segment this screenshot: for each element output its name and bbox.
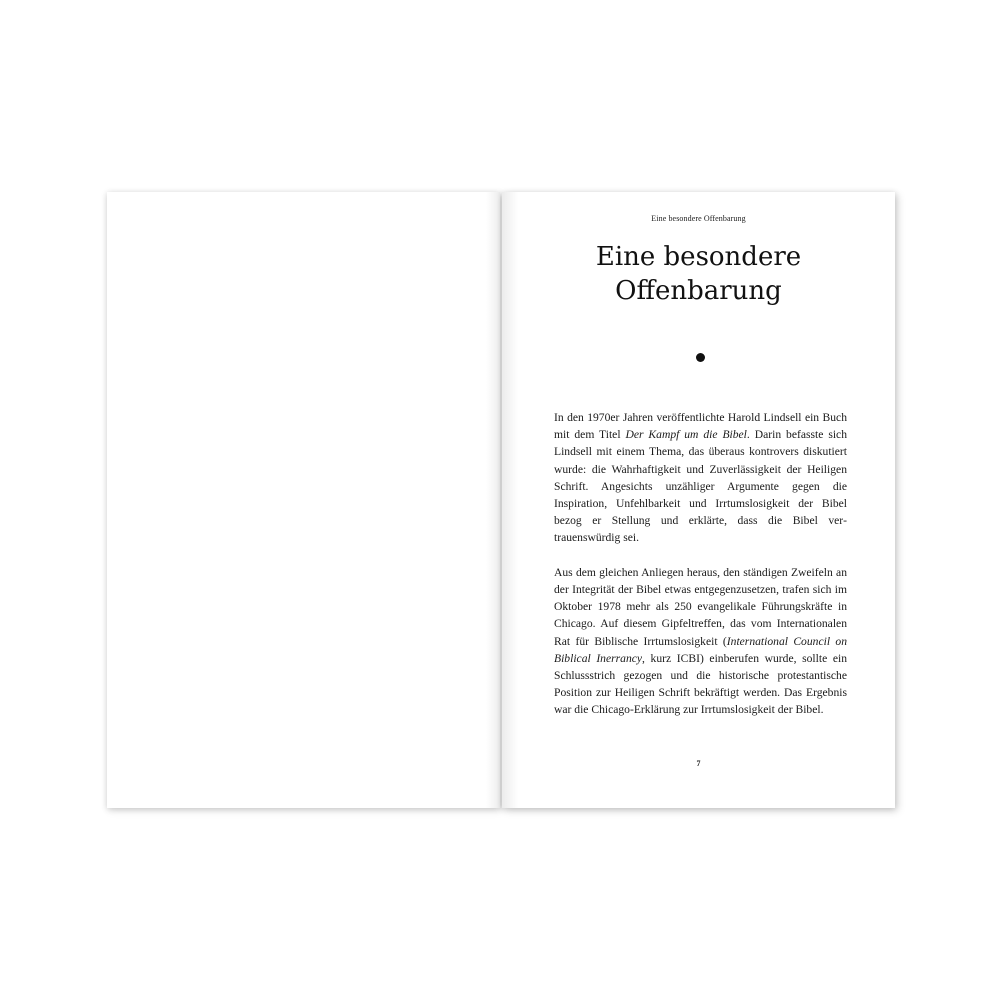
paragraph-1-text-b: . Darin befasste sich Lindsell mit einem Thema, das überaus kontrovers diskutiert wurde: die Wahrhaftigkeit und Zuverlässigkeit der Heiligen Schrift. Angesichts unzähliger Argumente gegen die Inspiration, Unfehlbarkeit und Irrtumslosigkeit der Bibel bezog er Stellung und erklärte, dass die Bibel vertrauenswürdig sei. <box>554 428 847 545</box>
left-page-blank <box>107 192 500 808</box>
paragraph-1-text-a: In den 1970er Jahren veröffentlichte Harold Lindsell ein Buch mit dem Titel <box>554 411 847 442</box>
right-page <box>502 192 895 808</box>
body-text <box>554 409 847 719</box>
paragraph-2-text-a: Aus dem gleichen Anliegen heraus, den ständigen Zweifeln an der Integrität der Bibel etwas entgegenzusetzen, trafen sich im Oktober 1978 mehr als 250 evangelikale Führungskräfte in Chicago. Auf diesem Gipfeltreffen, das vom Internationalen Rat für Biblische Irrtumslosigkeit ( <box>554 565 847 648</box>
chapter-title-line-1: Eine besondere <box>595 242 802 272</box>
bullet-dot-icon <box>696 353 705 362</box>
gutter-shadow <box>486 192 500 808</box>
paragraph-1 <box>554 409 847 547</box>
running-head: Eine besondere Offenbarung <box>651 214 746 223</box>
council-name: International Council on Biblical Inerrancy <box>554 634 847 665</box>
paragraph-2 <box>554 564 847 719</box>
chapter-title-line-2: Offenbarung <box>615 276 782 306</box>
chapter-title <box>502 240 895 308</box>
page-number: 7 <box>696 759 701 768</box>
paragraph-2-text-b: , kurz ICBI) einberufen wurde, sollte ein Schlussstrich gezogen und die historische protestantische Position zur Heiligen Schrift bekräftigt werden. Das Ergebnis war die Chicago-Erklärung zur Irrtumslosigkeit der Bibel. <box>554 651 847 717</box>
book-title: Der Kampf um die Bibel <box>625 428 747 442</box>
